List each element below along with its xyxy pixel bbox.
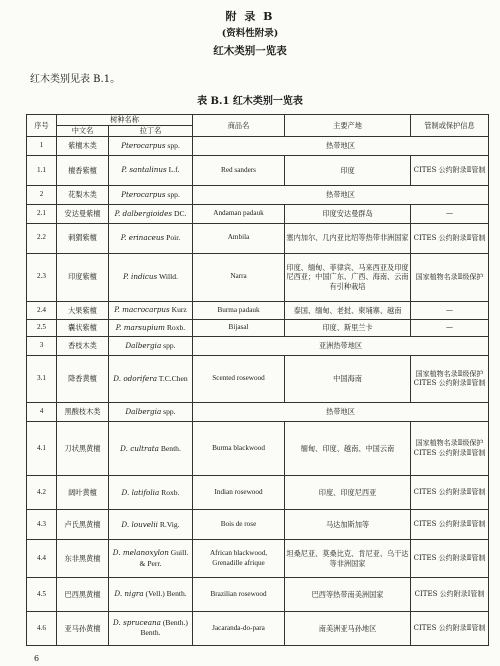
latin-genus-species: Pterocarpus	[121, 189, 166, 199]
appendix-heading: 附 录 B	[225, 10, 275, 23]
cell-trade: Red sanders	[193, 155, 285, 185]
latin-authority: (Benth.) Benth.	[140, 618, 188, 638]
cell-cn: 黑酸枝木类	[57, 403, 109, 422]
cell-origin: 马达加斯加等	[285, 510, 411, 540]
cell-origin: 坦桑尼亚、莫桑比克、肯尼亚、乌干达等非洲国家	[285, 540, 411, 578]
cell-no: 4.6	[27, 611, 57, 645]
latin-genus-species: D. melanoxylon	[112, 548, 169, 558]
cell-origin: 南美洲亚马孙地区	[285, 611, 411, 645]
cell-cn: 花梨木类	[57, 186, 109, 205]
cell-latin	[109, 540, 193, 578]
header-no: 序号	[27, 115, 57, 137]
table-caption: 表 B.1 红木类别一览表	[197, 96, 303, 107]
cell-latin	[109, 137, 193, 156]
latin-authority: Kurz	[169, 305, 187, 315]
cell-protection: CITES 公约附录Ⅱ管制	[411, 155, 489, 185]
cell-origin: 巴西等热带南美洲国家	[285, 578, 411, 612]
cell-protection: CITES 公约附录Ⅰ管制	[411, 578, 489, 612]
cell-no: 3	[27, 336, 57, 355]
cell-no: 2.3	[27, 253, 57, 301]
cell-trade: Andaman padauk	[193, 204, 285, 223]
cell-origin: 塞内加尔、几内亚比绍等热带非洲国家	[285, 223, 411, 253]
cell-trade: Scented rosewood	[193, 355, 285, 403]
cell-cn: 刺猬紫檀	[57, 223, 109, 253]
latin-genus-species: Dalbergia	[125, 407, 162, 417]
header-origin: 主要产地	[285, 115, 411, 137]
redwood-category-table	[26, 114, 489, 646]
cell-no: 4	[27, 403, 57, 422]
latin-authority: Benth.	[158, 443, 181, 453]
table-row	[27, 137, 489, 156]
table-row	[27, 403, 489, 422]
cell-cn: 檀香紫檀	[57, 155, 109, 185]
cell-latin	[109, 320, 193, 336]
cell-no: 4.2	[27, 476, 57, 510]
cell-trade: Narra	[193, 253, 285, 301]
cell-latin	[109, 422, 193, 476]
cell-protection: —	[411, 301, 489, 320]
table-row	[27, 510, 489, 540]
latin-genus-species: P. marsupium	[115, 322, 165, 332]
cell-protection: CITES 公约附录Ⅱ管制	[411, 611, 489, 645]
cell-latin	[109, 223, 193, 253]
cell-origin: 缅甸、印度、越南、中国云南	[285, 422, 411, 476]
table-row	[27, 540, 489, 578]
latin-genus-species: D. latifolia	[121, 487, 160, 497]
cell-protection: CITES 公约附录Ⅱ管制	[411, 476, 489, 510]
table-row	[27, 155, 489, 185]
latin-genus-species: P. dalbergioides	[114, 208, 173, 218]
cell-latin	[109, 611, 193, 645]
cell-no: 1.1	[27, 155, 57, 185]
latin-authority: Roxb.	[164, 322, 186, 332]
cell-protection: —	[411, 320, 489, 336]
cell-latin	[109, 336, 193, 355]
cell-trade: Indian rosewood	[193, 476, 285, 510]
latin-authority: Roxb.	[159, 487, 180, 497]
cell-cn: 东非黑黄檀	[57, 540, 109, 578]
appendix-nature: (资料性附录)	[221, 28, 279, 39]
cell-trade: Bijasal	[193, 320, 285, 336]
header-protection: 管制或保护信息	[411, 115, 489, 137]
latin-authority: spp.	[165, 189, 180, 199]
cell-no: 2.4	[27, 301, 57, 320]
latin-genus-species: P. indicus	[123, 272, 158, 282]
cell-cn: 大果紫檀	[57, 301, 109, 320]
cell-trade: Burma padauk	[193, 301, 285, 320]
cell-origin: 亚洲热带地区	[193, 336, 489, 355]
cell-protection: 国家植物名录Ⅱ级保护 CITES 公约附录Ⅱ管制	[411, 422, 489, 476]
table-row	[27, 301, 489, 320]
table-row	[27, 578, 489, 612]
latin-authority: R.Vig.	[157, 519, 180, 529]
cell-origin: 热带地区	[193, 403, 489, 422]
cell-no: 4.5	[27, 578, 57, 612]
latin-genus-species: D. odorifera	[113, 373, 157, 383]
cell-cn: 阔叶黄檀	[57, 476, 109, 510]
latin-authority: spp.	[161, 340, 176, 350]
cell-trade: Brazilian rosewood	[193, 578, 285, 612]
cell-no: 1	[27, 137, 57, 156]
cell-latin	[109, 253, 193, 301]
latin-authority: spp.	[165, 140, 180, 150]
cell-latin	[109, 403, 193, 422]
cell-no: 4.3	[27, 510, 57, 540]
cell-origin: 热带地区	[193, 186, 489, 205]
latin-genus-species: Dalbergia	[125, 340, 162, 350]
table-row	[27, 422, 489, 476]
cell-latin	[109, 510, 193, 540]
table-row	[27, 476, 489, 510]
latin-genus-species: D. spruceana	[113, 618, 161, 628]
cell-no: 2.5	[27, 320, 57, 336]
latin-authority: spp.	[161, 407, 176, 417]
cell-cn: 降香黄檀	[57, 355, 109, 403]
cell-protection: 国家植物名录Ⅱ级保护 CITES 公约附录Ⅱ管制	[411, 355, 489, 403]
page-number: 6	[34, 654, 40, 663]
table-row	[27, 355, 489, 403]
cell-cn: 刀状黑黄檀	[57, 422, 109, 476]
cell-no: 4.4	[27, 540, 57, 578]
cell-cn: 安达曼紫檀	[57, 204, 109, 223]
latin-genus-species: D. nigra	[114, 589, 144, 599]
latin-genus-species: Pterocarpus	[121, 140, 166, 150]
latin-genus-species: P. erinaceus	[120, 233, 165, 243]
table-row	[27, 611, 489, 645]
cell-latin	[109, 301, 193, 320]
table-row	[27, 336, 489, 355]
cell-origin: 泰国、缅甸、老挝、柬埔寨、越南	[285, 301, 411, 320]
header-species: 树种名称	[57, 115, 193, 126]
table-row	[27, 204, 489, 223]
latin-authority: (Vell.) Benth.	[143, 589, 187, 599]
latin-authority: T.C.Chen	[156, 373, 188, 383]
latin-authority: Poir.	[164, 233, 181, 243]
cell-trade: Bois de rose	[193, 510, 285, 540]
cell-protection: CITES 公约附录Ⅱ管制	[411, 223, 489, 253]
cell-trade: Ambila	[193, 223, 285, 253]
cell-latin	[109, 578, 193, 612]
latin-authority: L.f.	[166, 165, 180, 175]
cell-latin	[109, 186, 193, 205]
header-trade: 商品名	[193, 115, 285, 137]
cell-trade: Burma blackwood	[193, 422, 285, 476]
latin-genus-species: D. cultrata	[120, 443, 159, 453]
cell-cn: 卢氏黑黄檀	[57, 510, 109, 540]
header-latin: 拉丁名	[109, 126, 193, 137]
cell-no: 4.1	[27, 422, 57, 476]
cell-origin: 印度、印度尼西亚	[285, 476, 411, 510]
latin-authority: DC.	[172, 208, 187, 218]
cell-latin	[109, 155, 193, 185]
table-row	[27, 223, 489, 253]
cell-protection: —	[411, 204, 489, 223]
cell-origin: 印度、缅甸、菲律宾、马来西亚及印度尼西亚；中国广东、广西、海南、云南有引种栽培	[285, 253, 411, 301]
table-row	[27, 320, 489, 336]
cell-origin: 热带地区	[193, 137, 489, 156]
cell-cn: 亚马孙黄檀	[57, 611, 109, 645]
cell-origin: 印度	[285, 155, 411, 185]
cell-origin: 中国海南	[285, 355, 411, 403]
appendix-title: 红木类别一览表	[213, 45, 287, 57]
cell-protection: CITES 公约附录Ⅱ管制	[411, 510, 489, 540]
latin-genus-species: P. macrocarpus	[114, 305, 170, 315]
cell-no: 2	[27, 186, 57, 205]
cell-no: 2.2	[27, 223, 57, 253]
cell-origin: 印度安达曼群岛	[285, 204, 411, 223]
table-row	[27, 253, 489, 301]
cell-trade: Jacaranda-do-para	[193, 611, 285, 645]
cell-cn: 印度紫檀	[57, 253, 109, 301]
cell-cn: 巴西黑黄檀	[57, 578, 109, 612]
cell-protection: 国家植物名录Ⅱ级保护	[411, 253, 489, 301]
cell-cn: 香枝木类	[57, 336, 109, 355]
latin-authority: Guill. & Perr.	[139, 548, 189, 568]
cell-protection: CITES 公约附录Ⅱ管制	[411, 540, 489, 578]
table-row	[27, 186, 489, 205]
cell-no: 3.1	[27, 355, 57, 403]
latin-genus-species: P. santalinus	[121, 165, 167, 175]
cell-no: 2.1	[27, 204, 57, 223]
intro-text: 红木类别见表 B.1。	[30, 74, 121, 85]
header-cn: 中文名	[57, 126, 109, 137]
cell-latin	[109, 476, 193, 510]
cell-origin: 印度、斯里兰卡	[285, 320, 411, 336]
cell-trade: African blackwood, Grenadille afrique	[193, 540, 285, 578]
cell-latin	[109, 204, 193, 223]
cell-cn: 囊状紫檀	[57, 320, 109, 336]
latin-authority: Willd.	[157, 272, 178, 282]
table-body	[27, 137, 489, 646]
cell-cn: 紫檀木类	[57, 137, 109, 156]
cell-latin	[109, 355, 193, 403]
latin-genus-species: D. louvelii	[121, 519, 158, 529]
